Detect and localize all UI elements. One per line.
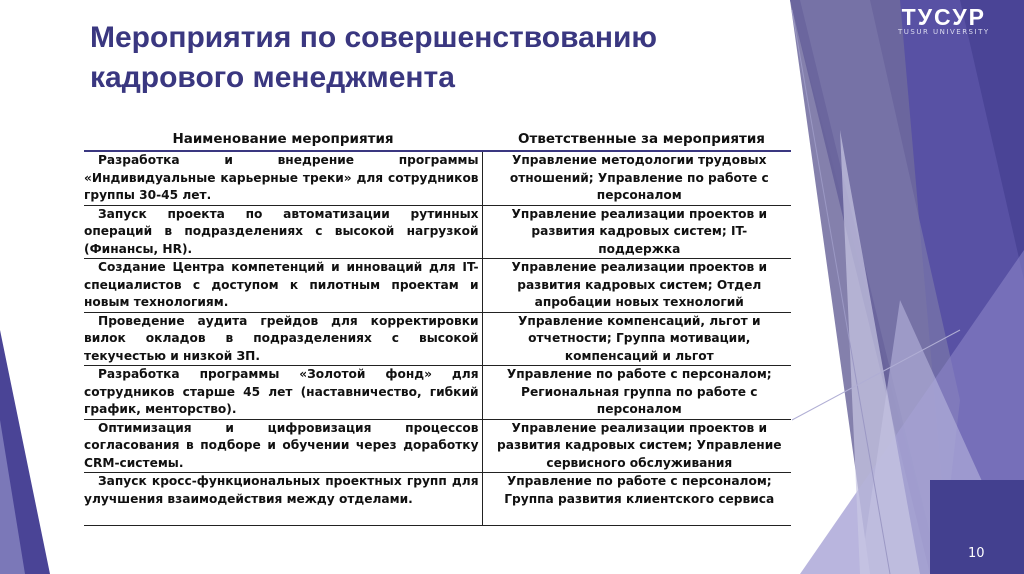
logo-name: ТУСУР bbox=[901, 4, 986, 30]
responsible-cell: Управление методологии трудовых отношений; Управление по работе с персоналом bbox=[482, 151, 791, 205]
page-title bbox=[90, 18, 657, 98]
responsible-cell: Управление реализации проектов и развития кадровых систем; Отдел апробации новых технологий bbox=[482, 259, 791, 313]
activity-cell: Запуск проекта по автоматизации рутинных операций в подразделениях с высокой нагрузкой (Финансы, HR). bbox=[84, 205, 482, 259]
table-row bbox=[84, 366, 791, 420]
activity-cell: Разработка программы «Золотой фонд» для сотрудников старше 45 лет (наставничество, гибкий график, менторство). bbox=[84, 366, 482, 420]
activity-cell: Проведение аудита грейдов для корректировки вилок окладов в подразделениях с высокой текучестью и низкой ЗП. bbox=[84, 312, 482, 366]
table-row bbox=[84, 312, 791, 366]
table-row bbox=[84, 259, 791, 313]
table-row bbox=[84, 151, 791, 205]
table-row bbox=[84, 473, 791, 526]
table-row bbox=[84, 419, 791, 473]
activity-cell: Создание Центра компетенций и инноваций для IT-специалистов с доступом к пилотным проектам и новым технологиям. bbox=[84, 259, 482, 313]
activities-table bbox=[84, 107, 791, 526]
responsible-cell: Управление по работе с персоналом; Региональная группа по работе с персоналом bbox=[482, 366, 791, 420]
responsible-cell: Управление компенсаций, льгот и отчетности; Группа мотивации, компенсаций и льгот bbox=[482, 312, 791, 366]
header-activity: Наименование мероприятия bbox=[84, 107, 482, 151]
logo-subtitle: TUSUR UNIVERSITY bbox=[898, 28, 990, 36]
responsible-cell: Управление реализации проектов и развития кадровых систем; Управление сервисного обслуживания bbox=[482, 419, 791, 473]
table-row bbox=[84, 205, 791, 259]
activity-cell: Оптимизация и цифровизация процессов согласования в подборе и обучении через доработку CRM-системы. bbox=[84, 419, 482, 473]
title-line-1: Мероприятия по совершенствованию bbox=[90, 21, 658, 54]
activity-cell: Запуск кросс-функциональных проектных групп для улучшения взаимодействия между отделами. bbox=[84, 473, 482, 526]
responsible-cell: Управление реализации проектов и развития кадровых систем; IT-поддержка bbox=[482, 205, 791, 259]
title-line-2: кадрового менеджмента bbox=[90, 61, 455, 94]
page-number: 10 bbox=[968, 546, 985, 561]
university-logo bbox=[898, 4, 990, 36]
activity-cell: Разработка и внедрение программы «Индивидуальные карьерные треки» для сотрудников группы 30-45 лет. bbox=[84, 151, 482, 205]
header-responsible: Ответственные за мероприятия bbox=[482, 107, 791, 151]
responsible-cell: Управление по работе с персоналом; Группа развития клиентского сервиса bbox=[482, 473, 791, 526]
